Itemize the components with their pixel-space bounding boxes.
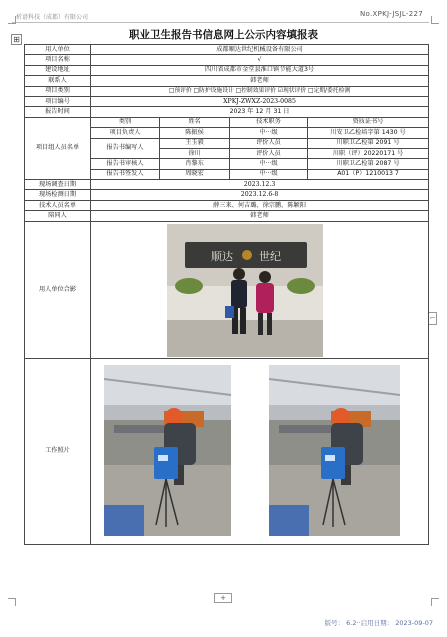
contact-label: 联系人	[25, 76, 91, 86]
member-name[interactable]: 周晓宏	[160, 169, 230, 179]
member-title[interactable]: 中···级	[230, 159, 308, 169]
test-date-label: 现场检测日期	[25, 190, 91, 200]
col-header-name: 姓名	[160, 117, 230, 127]
table-move-handle-icon[interactable]: ⊞	[11, 34, 22, 45]
crop-mark-icon	[8, 16, 16, 24]
disclosure-form-table	[24, 44, 429, 545]
table-row	[25, 211, 429, 221]
member-cert[interactable]: 川职卫乙检第 2091 号	[308, 138, 429, 148]
address-value[interactable]: 四川省成都市金堂县淮口镇节能大道3号	[91, 65, 429, 75]
footer-version: 版号： 6.2··启用日期： 2023-09-07	[324, 619, 433, 627]
report-time-value[interactable]: 2023 年 12 月 31 日	[91, 107, 429, 117]
col-header-category: 类别	[91, 117, 160, 127]
crop-mark-icon	[431, 598, 439, 606]
tech-staff-label: 技术人员名单	[25, 200, 91, 210]
table-row	[25, 86, 429, 96]
category-checkboxes[interactable]: □预评价 □防护设施设计 □控制效果评价 ☑现状评价 □定期/委托检测	[91, 86, 429, 96]
survey-date-label: 现场调查日期	[25, 180, 91, 190]
member-cert[interactable]: 川职卫乙检第 2087 号	[308, 159, 429, 169]
employer-value[interactable]: 成都顺达世纪机械设备有限公司	[91, 45, 429, 55]
test-date-value[interactable]: 2023.12.6-8	[91, 190, 429, 200]
member-role: 项目负责人	[91, 128, 160, 138]
table-row	[25, 221, 429, 358]
work-photos-cell[interactable]	[91, 358, 429, 544]
group-photo-label: 用人单位合影	[25, 221, 91, 358]
member-cert[interactable]: 川职（评）20220171 号	[308, 148, 429, 158]
contact-value[interactable]: 韩老师	[91, 76, 429, 86]
project-name-label: 项目名称	[25, 55, 91, 65]
member-title[interactable]: 评价人员	[230, 148, 308, 158]
employer-label: 用人单位	[25, 45, 91, 55]
member-title[interactable]: 中···级	[230, 169, 308, 179]
group-photo-cell[interactable]	[91, 221, 429, 358]
crop-mark-icon	[431, 16, 439, 24]
sign-text: 顺达	[211, 250, 233, 264]
report-time-label: 报告时间	[25, 107, 91, 117]
survey-date-value[interactable]: 2023.12.3	[91, 180, 429, 190]
table-row	[25, 76, 429, 86]
member-title[interactable]: 评价人员	[230, 138, 308, 148]
table-row	[25, 117, 429, 127]
project-no-value[interactable]: XPKJ-ZWXZ-2023-0085	[91, 96, 429, 106]
crop-mark-icon	[8, 598, 16, 606]
table-row	[25, 65, 429, 75]
member-name[interactable]: 王玉毅	[160, 138, 230, 148]
page-title: 职业卫生报告书信息网上公示内容填报表	[129, 29, 318, 41]
member-cert[interactable]: A01（P）1210013 7	[308, 169, 429, 179]
member-role: 报告书编写人	[91, 138, 160, 159]
table-row	[25, 200, 429, 210]
member-cert[interactable]: 川安卫乙检培字第 1430 号	[308, 128, 429, 138]
work-photo-image-2	[269, 365, 400, 536]
project-no-label: 项目编号	[25, 96, 91, 106]
table-row	[25, 358, 429, 544]
col-header-title: 技术职务	[230, 117, 308, 127]
table-row	[25, 190, 429, 200]
accompany-value[interactable]: 韩老师	[91, 211, 429, 221]
work-photo-image-1	[104, 365, 231, 536]
member-title[interactable]: 中···级	[230, 128, 308, 138]
header-doc-number: No.XPKJ-JSJL-227	[360, 10, 423, 18]
table-row	[25, 180, 429, 190]
member-name[interactable]: 徐川	[160, 148, 230, 158]
tech-staff-value[interactable]: 薛三来、何吉璐、徐宗鹏、陈颖阳	[91, 200, 429, 210]
table-row	[25, 96, 429, 106]
work-photos-label: 工作照片	[25, 358, 91, 544]
project-name-value[interactable]: √	[91, 55, 429, 65]
table-row	[25, 55, 429, 65]
member-role: 报告书签发人	[91, 169, 160, 179]
members-label: 项目组人员名单	[25, 117, 91, 179]
add-row-button[interactable]: +	[214, 593, 232, 603]
member-role: 报告书审核人	[91, 159, 160, 169]
col-header-cert: 资质证书号	[308, 117, 429, 127]
group-photo-image	[167, 224, 323, 357]
sign-text-2: 世纪	[259, 250, 281, 264]
paragraph-mark-icon: ⌐	[428, 312, 437, 325]
category-label: 项目类别	[25, 86, 91, 96]
member-name[interactable]: 陈振侯	[160, 128, 230, 138]
table-row	[25, 45, 429, 55]
table-row	[25, 107, 429, 117]
address-label: 建设地址	[25, 65, 91, 75]
header-rule	[12, 22, 429, 23]
header-company: 析谱科技（成都）有限公司	[16, 14, 89, 21]
accompany-label: 陪同人	[25, 211, 91, 221]
member-name[interactable]: 肖黎东	[160, 159, 230, 169]
